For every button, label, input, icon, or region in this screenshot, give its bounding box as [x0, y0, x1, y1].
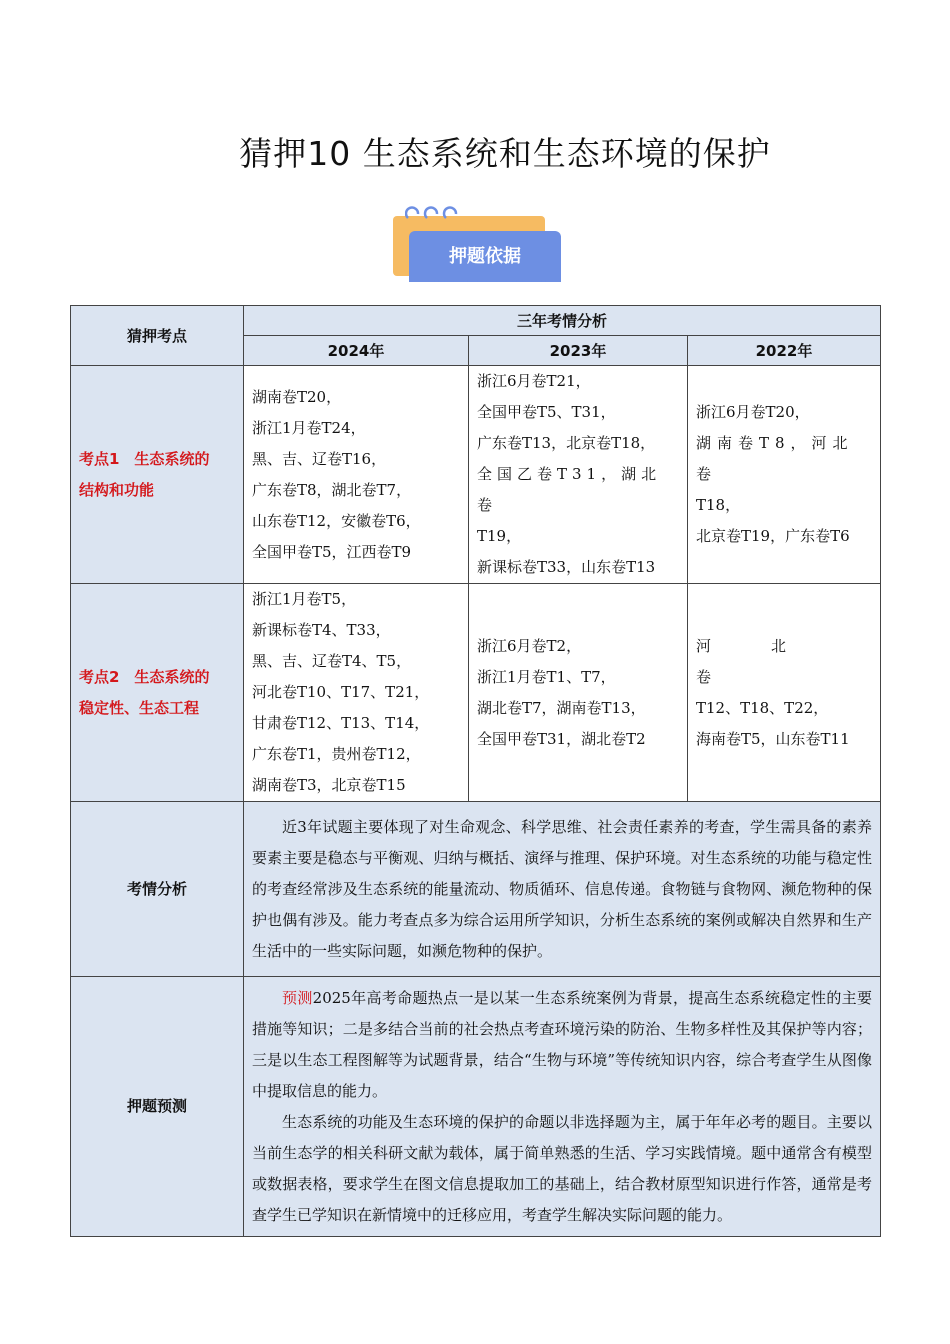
topic-2-2022: 河北卷 T12、T18、T22， 海南卷T5，山东卷T11: [688, 584, 881, 802]
prediction-label: 押题预测: [71, 977, 244, 1237]
page-title: 猜押10 生态系统和生态环境的保护: [239, 134, 771, 173]
prediction-lead: 预测: [282, 988, 313, 1007]
header-three-year: 三年考情分析: [244, 306, 881, 336]
analysis-table: [70, 305, 881, 1237]
section-badge: [393, 204, 565, 282]
header-topic: 猜押考点: [71, 306, 244, 366]
prediction-text: 预测2025年高考命题热点一是以某一生态系统案例为背景，提高生态系统稳定性的主要措施等知识；二是多结合当前的社会热点考查环境污染的防治、生物多样性及其保护等内容；三是以生态工程图解等为试题背景，结合“生物与环境”等传统知识内容，综合考查学生从图像中提取信息的能力。 生态系统的功能及生态环境的保护的命题以非选择题为主，属于年年必考的题目。主要以当前生态学的相关科研文献为载体，属于简单熟悉的生活、学习实践情境。题中通常含有模型或数据表格，要求学生在图文信息提取加工的基础上，结合教材原型知识进行作答，通常是考查学生已学知识在新情境中的迁移应用，考查学生解决实际问题的能力。: [244, 977, 881, 1237]
topic-2-2023: 浙江6月卷T2， 浙江1月卷T1、T7， 湖北卷T7，湖南卷T13， 全国甲卷T31，湖北卷T2: [469, 584, 688, 802]
topic-1-2024: 湖南卷T20， 浙江1月卷T24， 黑、吉、辽卷T16， 广东卷T8，湖北卷T7， 山东卷T12，安徽卷T6， 全国甲卷T5，江西卷T9: [244, 366, 469, 584]
topic-2-label: 考点2 生态系统的 稳定性、生态工程: [71, 584, 244, 802]
topic-1-label: 考点1 生态系统的 结构和功能: [71, 366, 244, 584]
topic-1-2022: 浙江6月卷T20， 湖南卷T8，河北卷 T18， 北京卷T19，广东卷T6: [688, 366, 881, 584]
header-year-2023: 2023年: [469, 336, 688, 366]
analysis-text: 近3年试题主要体现了对生命观念、科学思维、社会责任素养的考查，学生需具备的素养要素主要是稳态与平衡观、归纳与概括、演绎与推理、保护环境。对生态系统的功能与稳定性的考查经常涉及生态系统的能量流动、物质循环、信息传递。食物链与食物网、濒危物种的保护也偶有涉及。能力考查点多为综合运用所学知识，分析生态系统的案例或解决自然界和生产生活中的一些实际问题，如濒危物种的保护。: [244, 802, 881, 977]
badge-label: 押题依据: [449, 246, 521, 267]
topic-1-2023: 浙江6月卷T21， 全国甲卷T5、T31， 广东卷T13，北京卷T18， 全国乙卷T31，湖北卷 T19， 新课标卷T33，山东卷T13: [469, 366, 688, 584]
header-year-2022: 2022年: [688, 336, 881, 366]
rings-icon: [405, 204, 465, 224]
header-year-2024: 2024年: [244, 336, 469, 366]
topic-2-2024: 浙江1月卷T5， 新课标卷T4、T33， 黑、吉、辽卷T4、T5， 河北卷T10、T17、T21， 甘肃卷T12、T13、T14， 广东卷T1，贵州卷T12， 湖南卷T3，北京卷T15: [244, 584, 469, 802]
analysis-label: 考情分析: [71, 802, 244, 977]
